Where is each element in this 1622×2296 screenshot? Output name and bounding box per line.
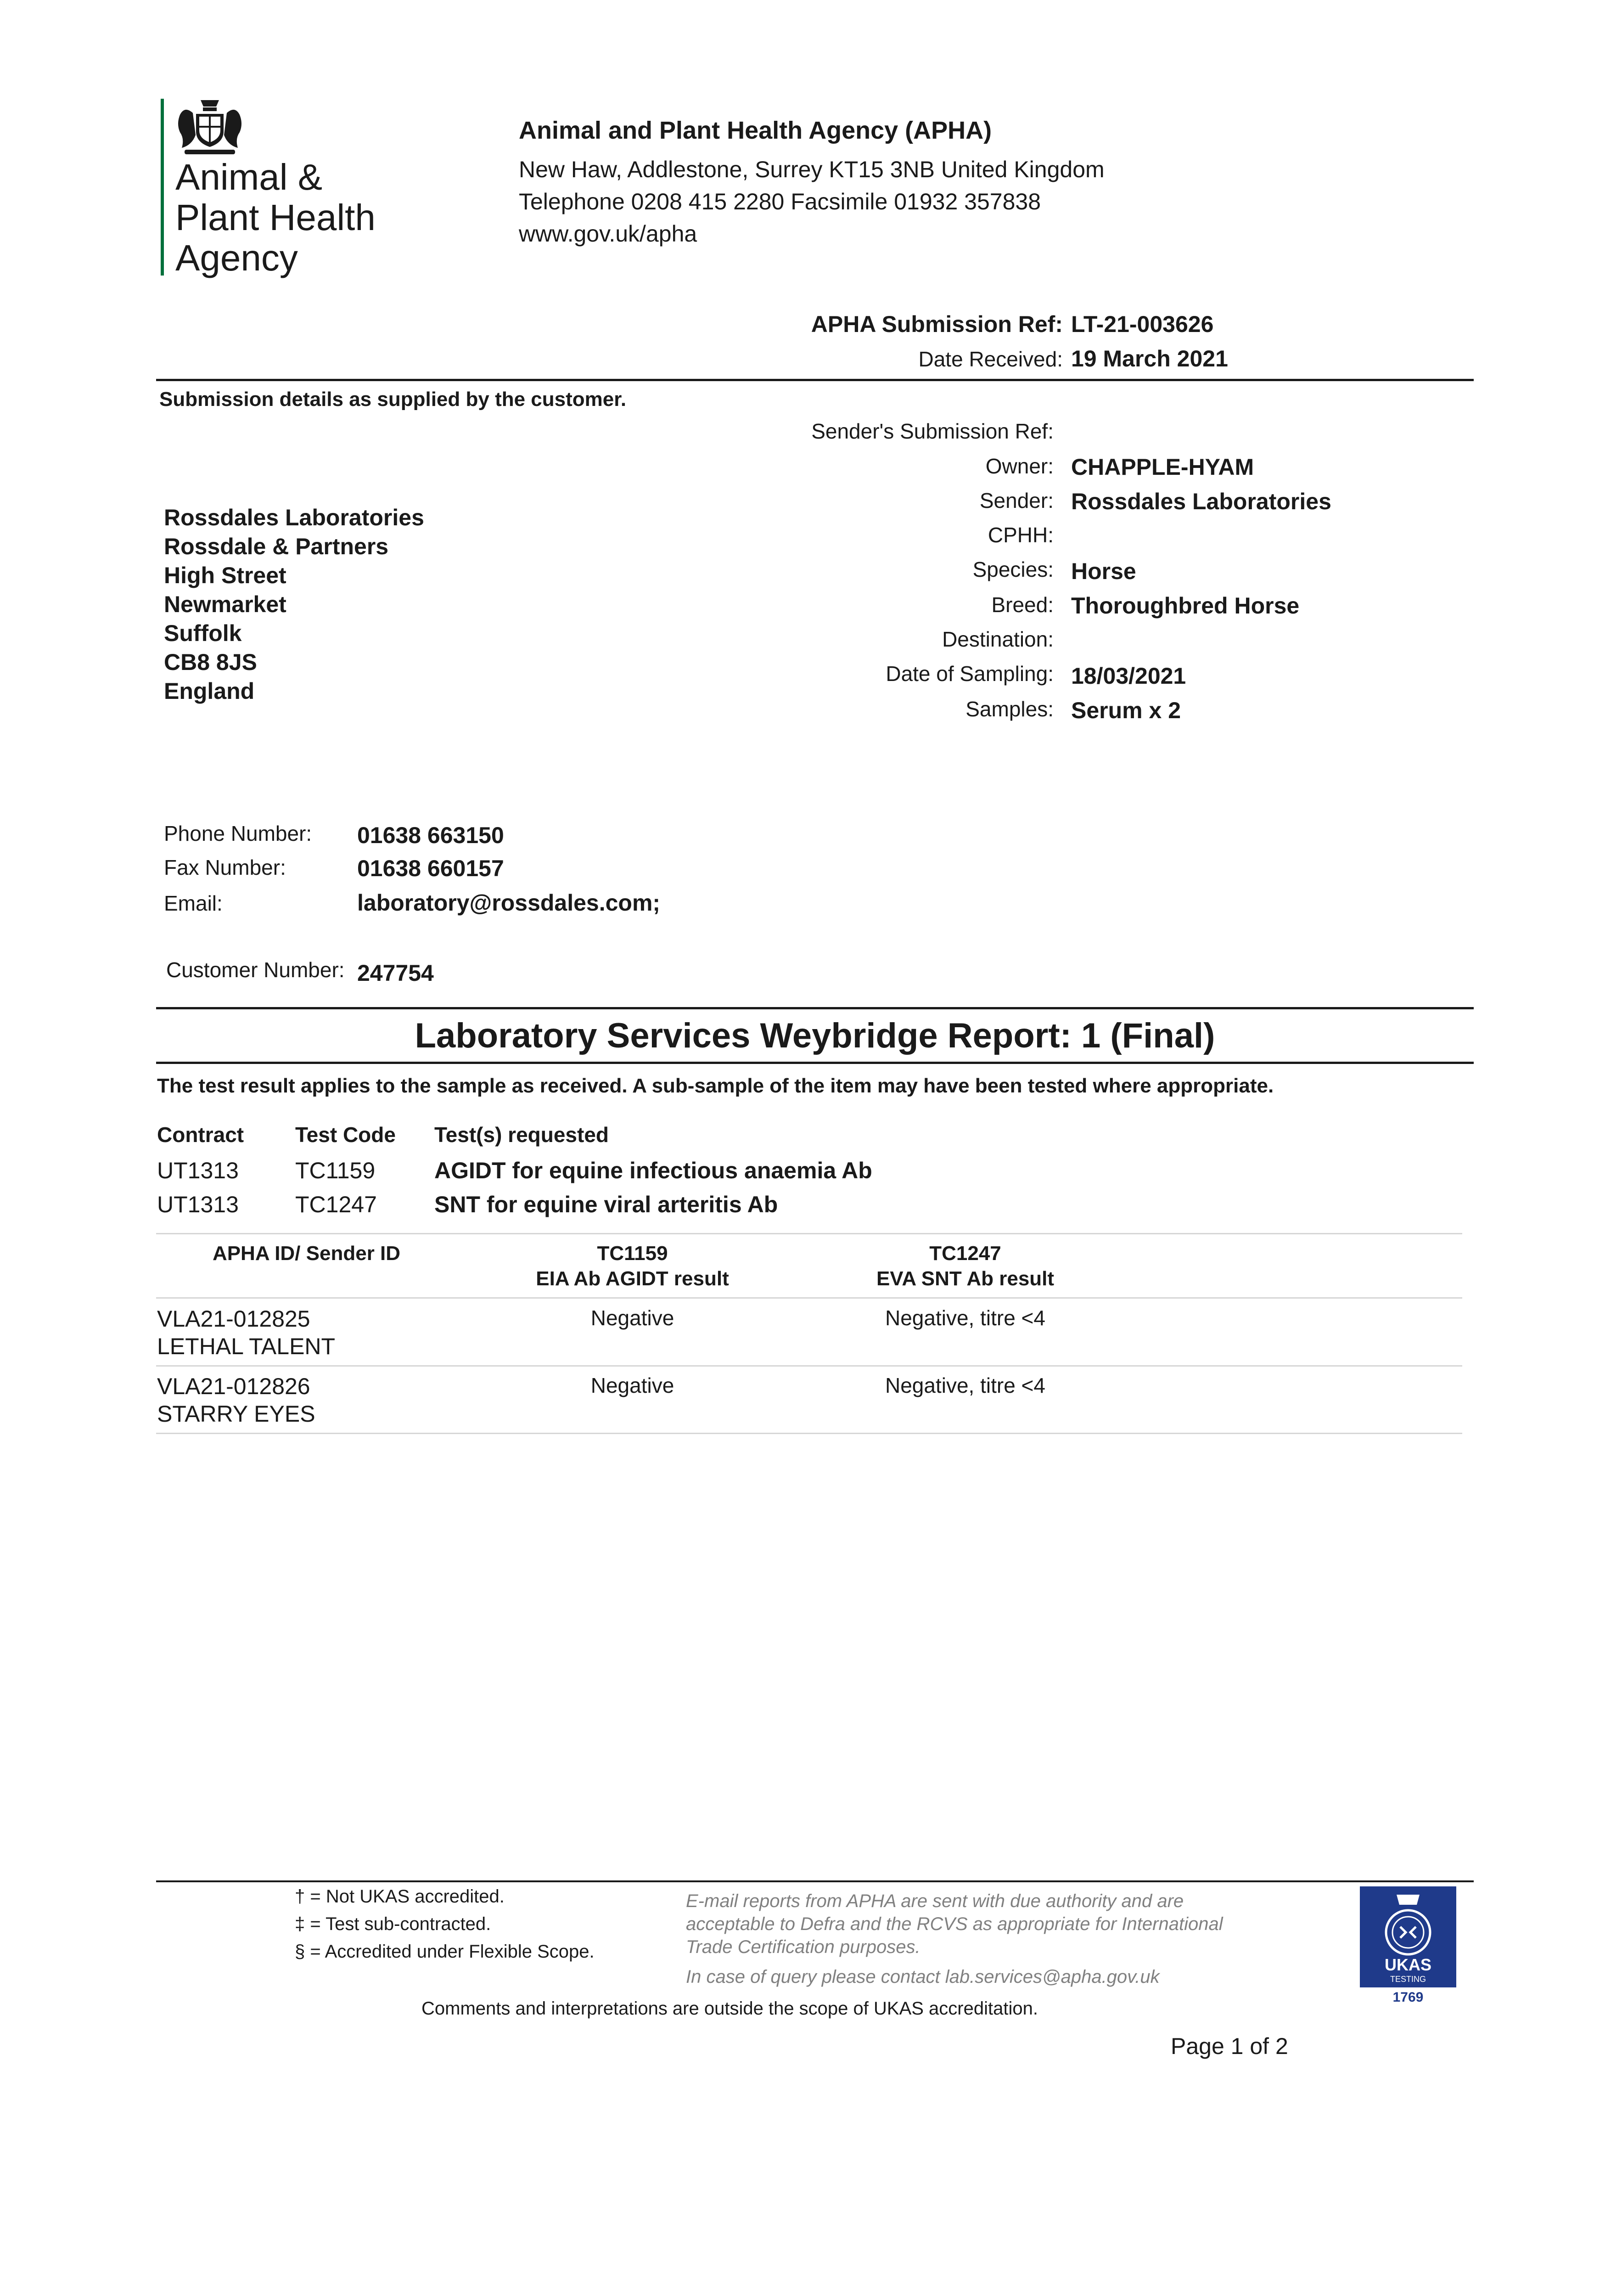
divider-report-bottom <box>156 1062 1474 1064</box>
results-header-eva-name: EVA SNT Ab result <box>876 1267 1055 1290</box>
samples-value: Serum x 2 <box>1071 698 1181 723</box>
results-divider <box>156 1433 1462 1434</box>
submission-details-heading: Submission details as supplied by the customer. <box>159 388 627 411</box>
result-eia: Negative <box>590 1306 674 1330</box>
phone-label: Phone Number: <box>164 822 312 845</box>
test-code: TC1247 <box>295 1192 377 1217</box>
crest-icon <box>175 96 244 156</box>
org-name: Animal and Plant Health Agency (APHA) <box>519 117 992 144</box>
email-note-line3: Trade Certification purposes. <box>686 1937 920 1957</box>
test-contract: UT1313 <box>157 1192 239 1217</box>
date-received-label: Date Received: <box>918 347 1063 371</box>
phone-value: 01638 663150 <box>357 822 504 848</box>
ukas-sub: TESTING <box>1390 1975 1426 1984</box>
ukas-number: 1769 <box>1392 1990 1424 2005</box>
submission-ref-value: LT-21-003626 <box>1071 311 1214 337</box>
ukas-statement: Comments and interpretations are outside the scope of UKAS accreditation. <box>421 1998 1038 2019</box>
address-line: Newmarket <box>164 591 286 617</box>
logo-bar <box>161 99 164 276</box>
org-telephone: Telephone 0208 415 2280 Facsimile 01932 357838 <box>519 189 1041 214</box>
legend-not-accredited: † = Not UKAS accredited. <box>295 1886 505 1907</box>
breed-label: Breed: <box>991 593 1054 617</box>
species-value: Horse <box>1071 558 1136 584</box>
email-note-line1: E-mail reports from APHA are sent with due authority and are <box>686 1891 1184 1911</box>
sampling-date-label: Date of Sampling: <box>886 662 1054 686</box>
report-note: The test result applies to the sample as received. A sub-sample of the item may have been tested where appropriate. <box>157 1075 1274 1097</box>
owner-value: CHAPPLE-HYAM <box>1071 454 1254 480</box>
email-label: Email: <box>164 891 223 915</box>
query-note: In case of query please contact lab.services@apha.gov.uk <box>686 1967 1160 1987</box>
senders-ref-label: Sender's Submission Ref: <box>811 419 1054 443</box>
results-header-eia-code: TC1159 <box>597 1242 668 1265</box>
results-header-id: APHA ID/ Sender ID <box>212 1242 401 1265</box>
cphh-label: CPHH: <box>988 523 1054 547</box>
fax-label: Fax Number: <box>164 855 286 879</box>
email-note-line2: acceptable to Defra and the RCVS as appropriate for International <box>686 1914 1223 1934</box>
submission-ref-label: APHA Submission Ref: <box>811 311 1063 337</box>
tests-header-contract: Contract <box>157 1123 244 1147</box>
legend-subcontracted: ‡ = Test sub-contracted. <box>295 1914 491 1934</box>
ukas-badge <box>1360 1886 1456 2008</box>
email-value[interactable]: laboratory@rossdales.com; <box>357 890 661 916</box>
sender-value: Rossdales Laboratories <box>1071 489 1331 514</box>
address-line: Suffolk <box>164 620 242 646</box>
tests-header-requested: Test(s) requested <box>434 1123 609 1147</box>
divider-top <box>156 379 1474 381</box>
address-line: Rossdale & Partners <box>164 534 389 559</box>
result-sender-id: LETHAL TALENT <box>157 1334 336 1359</box>
footer-divider <box>156 1880 1474 1882</box>
destination-label: Destination: <box>942 627 1054 651</box>
results-divider <box>156 1365 1462 1367</box>
address-line: Rossdales Laboratories <box>164 505 424 530</box>
logo-text-line2: Plant Health <box>175 197 376 238</box>
results-header-eva-code: TC1247 <box>929 1242 1001 1265</box>
sampling-date-value: 18/03/2021 <box>1071 663 1186 689</box>
test-requested: AGIDT for equine infectious anaemia Ab <box>434 1158 872 1183</box>
ukas-label: UKAS <box>1384 1955 1431 1974</box>
samples-label: Samples: <box>965 697 1054 721</box>
breed-value: Thoroughbred Horse <box>1071 593 1300 619</box>
customer-number-value: 247754 <box>357 960 434 986</box>
test-code: TC1159 <box>295 1158 376 1183</box>
logo-text-line3: Agency <box>175 237 298 278</box>
species-label: Species: <box>972 557 1054 581</box>
customer-number-label: Customer Number: <box>166 958 345 982</box>
result-eia: Negative <box>590 1373 674 1397</box>
results-header-eia-name: EIA Ab AGIDT result <box>536 1267 729 1290</box>
logo-text-line1: Animal & <box>175 157 323 197</box>
results-divider <box>156 1297 1462 1299</box>
result-eva: Negative, titre <4 <box>885 1373 1046 1397</box>
report-title: Laboratory Services Weybridge Report: 1 (Final) <box>415 1016 1215 1055</box>
address-line: England <box>164 678 255 704</box>
address-line: CB8 8JS <box>164 649 257 675</box>
result-eva: Negative, titre <4 <box>885 1306 1046 1330</box>
results-divider <box>156 1233 1462 1234</box>
date-received-value: 19 March 2021 <box>1071 346 1228 371</box>
fax-value: 01638 660157 <box>357 855 504 881</box>
sender-label: Sender: <box>979 489 1054 512</box>
tests-header-code: Test Code <box>295 1123 396 1147</box>
divider-report-top <box>156 1007 1474 1009</box>
result-sender-id: STARRY EYES <box>157 1401 315 1427</box>
org-website[interactable]: www.gov.uk/apha <box>519 221 697 247</box>
ukas-crown-icon <box>1360 1886 1456 1960</box>
owner-label: Owner: <box>985 454 1054 478</box>
test-requested: SNT for equine viral arteritis Ab <box>434 1192 778 1217</box>
legend-flexible-scope: § = Accredited under Flexible Scope. <box>295 1941 595 1962</box>
test-contract: UT1313 <box>157 1158 239 1183</box>
page-number: Page 1 of 2 <box>1171 2033 1288 2059</box>
result-apha-id: VLA21-012826 <box>157 1373 310 1399</box>
org-address: New Haw, Addlestone, Surrey KT15 3NB United Kingdom <box>519 157 1105 182</box>
result-apha-id: VLA21-012825 <box>157 1306 310 1332</box>
address-line: High Street <box>164 563 286 588</box>
